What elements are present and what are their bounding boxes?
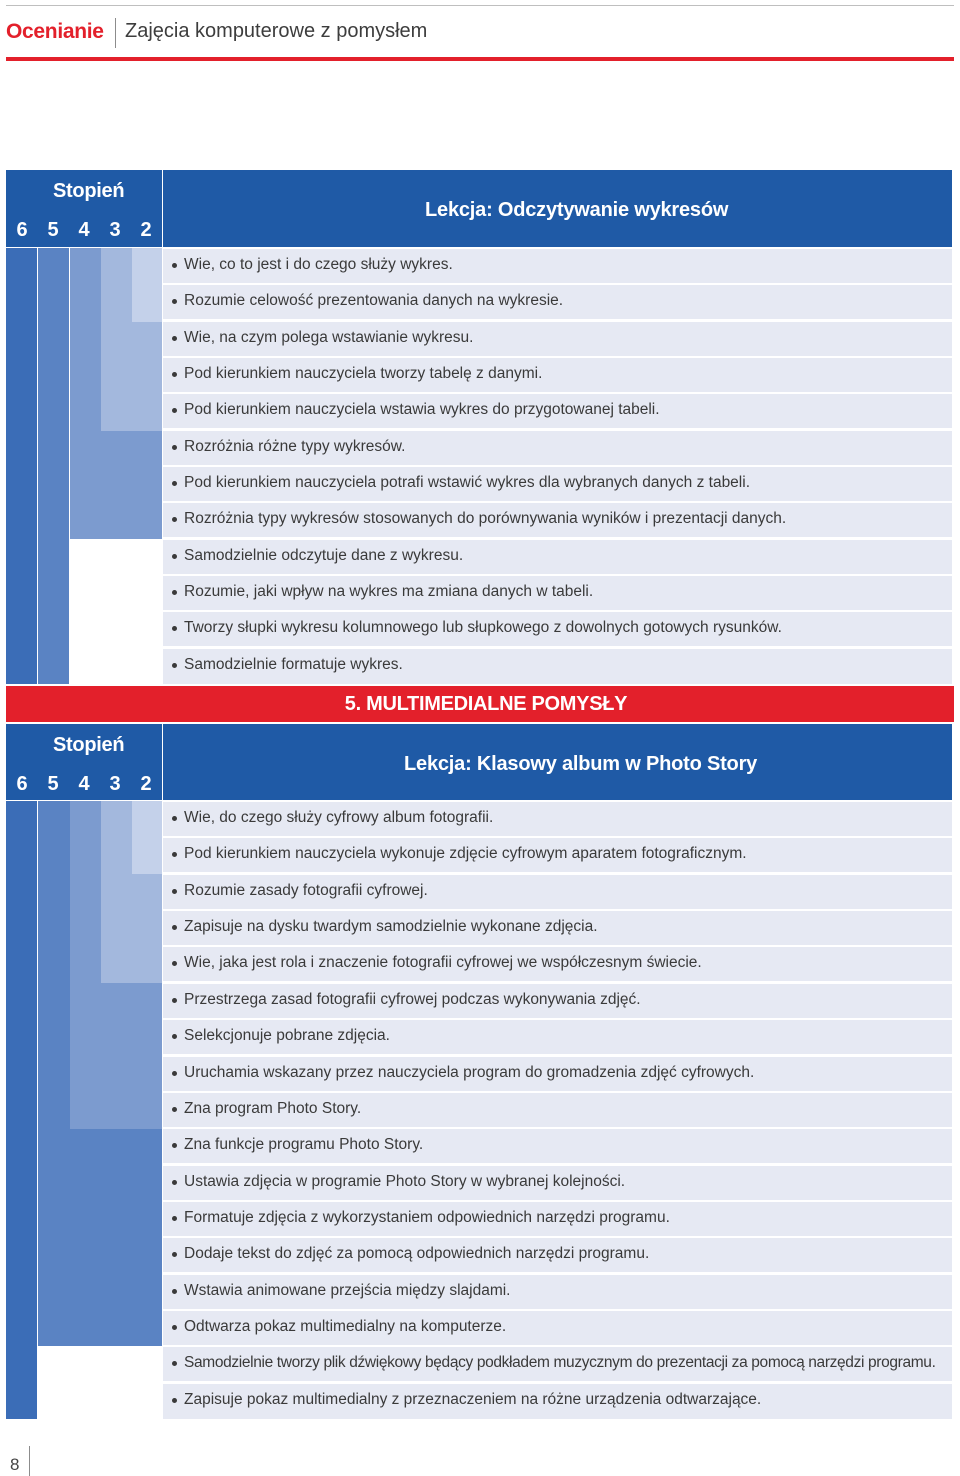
lesson1-grade-5: 5 xyxy=(47,219,59,241)
lesson2-item: Zna program Photo Story. xyxy=(163,1093,952,1127)
bullet-icon xyxy=(172,998,177,1003)
bullet-icon xyxy=(172,336,177,341)
bullet-icon xyxy=(172,1325,177,1330)
bullet-icon xyxy=(172,445,177,450)
lesson2-grade-label: Stopień xyxy=(53,734,125,756)
bullet-icon xyxy=(172,1216,177,1221)
lesson2-item: Zapisuje na dysku twardym samodzielnie wykonane zdjęcia. xyxy=(163,911,952,945)
lesson1-item: Pod kierunkiem nauczyciela tworzy tabelę z danymi. xyxy=(163,358,952,392)
lesson2-item: Dodaje tekst do zdjęć za pomocą odpowiednich narzędzi programu. xyxy=(163,1238,952,1272)
lesson2-title: Lekcja: Klasowy album w Photo Story xyxy=(404,753,758,775)
lesson1-step-grade-5 xyxy=(38,248,69,684)
bullet-icon xyxy=(172,408,177,413)
lesson2-item: Selekcjonuje pobrane zdjęcia. xyxy=(163,1020,952,1054)
lesson2-grade-6: 6 xyxy=(16,773,28,795)
lesson1-item: Samodzielnie formatuje wykres. xyxy=(163,649,952,684)
bullet-icon xyxy=(172,517,177,522)
lesson1-grade-label: Stopień xyxy=(53,180,125,202)
lesson1-item: Rozumie, jaki wpływ na wykres ma zmiana danych w tabeli. xyxy=(163,576,952,610)
bullet-icon xyxy=(172,1107,177,1112)
lesson1-item: Rozróżnia różne typy wykresów. xyxy=(163,431,952,465)
bullet-icon xyxy=(172,263,177,268)
lesson1-grade-2: 2 xyxy=(140,219,152,241)
lesson2-item: Wstawia animowane przejścia między slajdami. xyxy=(163,1275,952,1309)
lesson1-grade-3: 3 xyxy=(109,219,121,241)
lesson1-item: Tworzy słupki wykresu kolumnowego lub słupkowego z dowolnych gotowych rysunków. xyxy=(163,612,952,646)
lesson2-item: Uruchamia wskazany przez nauczyciela program do gromadzenia zdjęć cyfrowych. xyxy=(163,1057,952,1091)
bullet-icon xyxy=(172,554,177,559)
lesson2-header-divider xyxy=(162,724,163,800)
bullet-icon xyxy=(172,889,177,894)
header-red-rule xyxy=(6,57,954,61)
footer-rule xyxy=(29,1446,30,1476)
lesson1-item: Samodzielnie odczytuje dane z wykresu. xyxy=(163,540,952,574)
bullet-icon xyxy=(172,663,177,668)
header-title: Zajęcia komputerowe z pomysłem xyxy=(125,20,428,42)
bullet-icon xyxy=(172,299,177,304)
lesson2-grade-3: 3 xyxy=(109,773,121,795)
bullet-icon xyxy=(172,481,177,486)
lesson2-item: Zapisuje pokaz multimedialny z przeznaczeniem na różne urządzenia odtwarzające. xyxy=(163,1384,952,1419)
lesson1-item: Rozumie celowość prezentowania danych na wykresie. xyxy=(163,285,952,319)
lesson1-item: Wie, na czym polega wstawianie wykresu. xyxy=(163,322,952,356)
lesson1-item: Wie, co to jest i do czego służy wykres. xyxy=(163,249,952,283)
section-bar xyxy=(6,686,954,722)
bullet-icon xyxy=(172,1143,177,1148)
bullet-icon xyxy=(172,590,177,595)
bullet-icon xyxy=(172,626,177,631)
lesson2-item: Samodzielnie tworzy plik dźwiękowy będący podkładem muzycznym do prezentacji za pomocą narzędzi programu. xyxy=(163,1347,952,1381)
lesson1-item: Rozróżnia typy wykresów stosowanych do porównywania wyników i prezentacji danych. xyxy=(163,503,952,537)
bullet-icon xyxy=(172,1180,177,1185)
bullet-icon xyxy=(172,1252,177,1257)
lesson2-step-grade-6 xyxy=(6,801,37,1419)
lesson2-item: Rozumie zasady fotografii cyfrowej. xyxy=(163,875,952,909)
lesson2-item: Zna funkcje programu Photo Story. xyxy=(163,1129,952,1163)
lesson2-grade-2: 2 xyxy=(140,773,152,795)
lesson2-grade-5: 5 xyxy=(47,773,59,795)
lesson2-step-grade-2 xyxy=(132,801,162,874)
lesson2-item: Wie, do czego służy cyfrowy album fotografii. xyxy=(163,802,952,836)
bullet-icon xyxy=(172,372,177,377)
bullet-icon xyxy=(172,1071,177,1076)
page-number: 8 xyxy=(10,1455,20,1474)
lesson1-item: Pod kierunkiem nauczyciela potrafi wstawić wykres dla wybranych danych z tabeli. xyxy=(163,467,952,501)
bullet-icon xyxy=(172,961,177,966)
top-rule xyxy=(6,5,954,6)
header-brand: Ocenianie xyxy=(6,20,104,43)
lesson2-grade-4: 4 xyxy=(78,773,90,795)
lesson1-step-grade-2 xyxy=(132,248,162,322)
section-title: 5. MULTIMEDIALNE POMYSŁY xyxy=(344,693,628,715)
lesson2-item: Wie, jaka jest rola i znaczenie fotografii cyfrowej we współczesnym świecie. xyxy=(163,947,952,981)
lesson1-grade-6: 6 xyxy=(16,219,28,241)
header-separator xyxy=(115,18,116,48)
lesson1-step-grade-6 xyxy=(6,248,37,684)
lesson1-header-divider xyxy=(162,170,163,247)
bullet-icon xyxy=(172,925,177,930)
lesson2-item: Przestrzega zasad fotografii cyfrowej podczas wykonywania zdjęć. xyxy=(163,984,952,1018)
bullet-icon xyxy=(172,816,177,821)
bullet-icon xyxy=(172,852,177,857)
bullet-icon xyxy=(172,1361,177,1366)
bullet-icon xyxy=(172,1034,177,1039)
lesson1-grade-4: 4 xyxy=(78,219,90,241)
lesson2-item: Odtwarza pokaz multimedialny na komputerze. xyxy=(163,1311,952,1345)
bullet-icon xyxy=(172,1289,177,1294)
lesson2-item: Formatuje zdjęcia z wykorzystaniem odpowiednich narzędzi programu. xyxy=(163,1202,952,1236)
lesson1-item: Pod kierunkiem nauczyciela wstawia wykres do przygotowanej tabeli. xyxy=(163,394,952,428)
lesson2-item: Pod kierunkiem nauczyciela wykonuje zdjęcie cyfrowym aparatem fotograficznym. xyxy=(163,838,952,872)
lesson2-item: Ustawia zdjęcia w programie Photo Story w wybranej kolejności. xyxy=(163,1166,952,1200)
bullet-icon xyxy=(172,1398,177,1403)
lesson1-title: Lekcja: Odczytywanie wykresów xyxy=(425,199,729,221)
